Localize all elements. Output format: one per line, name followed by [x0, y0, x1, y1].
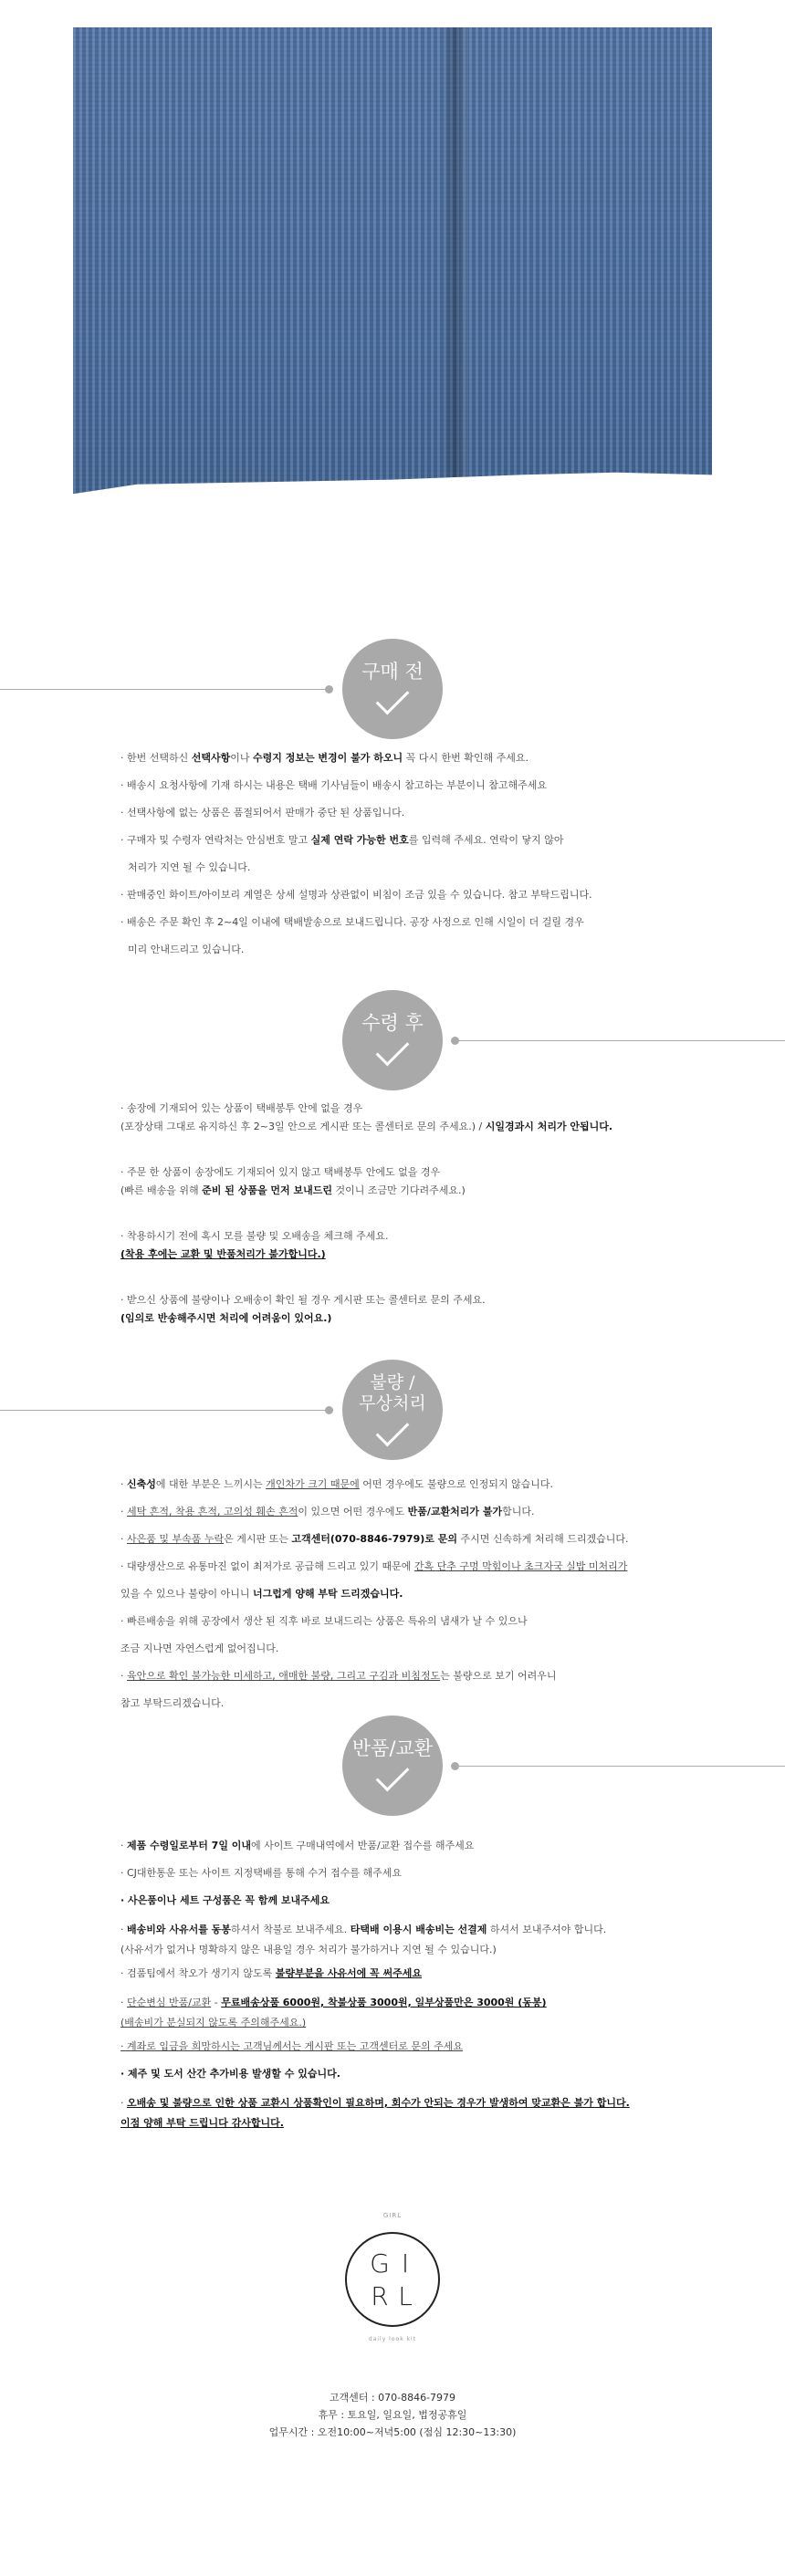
note-line: · 검품팀에서 착오가 생기지 않도록 불량부분을 사유서에 꼭 써주세요: [120, 1967, 423, 1979]
section-title: 구매 전: [361, 661, 424, 683]
note-line: (착용 후에는 교환 및 반품처리가 불가합니다.): [120, 1248, 326, 1260]
divider-dot: [325, 1406, 333, 1414]
before-purchase-notes: [120, 745, 705, 964]
divider-dot: [325, 685, 333, 694]
note-line: · 계좌로 입금을 희망하시는 고객님께서는 게시판 또는 고객센터로 문의 주세요: [120, 2040, 463, 2052]
note-line: · 신축성에 대한 부분은 느끼시는 개인차가 크기 때문에 어떤 경우에도 불량으로 인정되지 않습니다.: [120, 1478, 554, 1490]
logo-letter: I: [401, 2247, 410, 2279]
note-line: · 육안으로 확인 불가능한 미세하고, 애매한 불량, 그리고 구김과 비침정도는 불량으로 보기 어려우니: [120, 1670, 557, 1682]
note-line: 이점 양해 부탁 드립니다 감사합니다.: [120, 2117, 284, 2129]
photo-bottom-edge: [73, 465, 712, 513]
note-line: (사유서가 없거나 명확하지 않은 내용일 경우 처리가 불가하거나 지연 될 수 있습니다.): [120, 1944, 497, 1955]
contact-phone: 고객센터 : 070-8846-7979: [329, 2392, 456, 2404]
defect-notes: [120, 1471, 705, 1717]
note-line: · 주문 한 상품이 송장에도 기재되어 있지 않고 택배봉투 안에도 없을 경우: [120, 1166, 441, 1178]
note-line: (빠른 배송을 위해 준비 된 상품을 먼저 보내드린 것이니 조금만 기다려주세요.): [120, 1184, 466, 1196]
section-title: 수령 후: [361, 1012, 424, 1034]
note-line: · 제품 수령일로부터 7일 이내에 사이트 구매내역에서 반품/교환 접수를 해주세요: [120, 1840, 475, 1851]
contact-holiday: 휴무 : 토요일, 일요일, 법정공휴일: [318, 2409, 467, 2421]
logo-tagline: daily look kit: [368, 2336, 417, 2342]
note-line: · 송장에 기재되어 있는 상품이 택배봉투 안에 없을 경우: [120, 1102, 363, 1114]
logo-letter: G: [370, 2247, 390, 2279]
note-line: · 제주 및 도서 산간 추가비용 발생할 수 있습니다.: [120, 2068, 340, 2080]
note-line: (배송비가 분실되지 않도록 주의해주세요.): [120, 2017, 307, 2028]
note-line: · 판매중인 화이트/아이보리 계열은 상세 설명과 상관없이 비침이 조금 있을 수 있습니다. 참고 부탁드립니다.: [120, 889, 592, 901]
check-icon: [376, 1033, 410, 1067]
note-line: (포장상태 그대로 유지하신 후 2~3일 안으로 게시판 또는 콜센터로 문의 주세요.) / 시일경과시 처리가 안됩니다.: [120, 1121, 613, 1132]
note-line: 처리가 지연 될 수 있습니다.: [128, 861, 251, 873]
note-line: 미리 안내드리고 있습니다.: [128, 944, 245, 955]
note-line: · 착용하시기 전에 혹시 모를 불량 및 오배송을 체크해 주세요.: [120, 1230, 389, 1242]
note-line: · 구매자 및 수령자 연락처는 안심번호 말고 실제 연락 가능한 번호를 입력해 주세요. 연락이 닿지 않아: [120, 834, 564, 846]
logo-ring: [345, 2232, 440, 2327]
note-line: · 배송비와 사유서를 동봉하셔서 착불로 보내주세요. 타택배 이용시 배송비는 선결제 하셔서 보내주셔야 합니다.: [120, 1924, 607, 1935]
check-icon: [376, 682, 410, 715]
note-line: · 오배송 및 불량으로 인한 상품 교환시 상품확인이 필요하며, 회수가 안되는 경우가 발생하여 맞교환은 불가 합니다.: [120, 2097, 630, 2109]
section-header-after-receipt: [0, 990, 785, 1090]
check-icon: [376, 1413, 410, 1447]
contact-hours: 업무시간 : 오전10:00~저녁5:00 (점심 12:30~13:30): [268, 2426, 517, 2438]
note-line: · 한번 선택하신 선택사항이나 수령지 정보는 변경이 불가 하오니 꼭 다시 한번 확인해 주세요.: [120, 752, 529, 764]
note-line: · 빠른배송을 위해 공장에서 생산 된 직후 바로 보내드리는 상품은 특유의 냄새가 날 수 있으나: [120, 1615, 528, 1627]
note-line: · 대량생산으로 유통마진 없이 최저가로 공급해 드리고 있기 때문에 간혹 단추 구멍 막힘이나 초크자국 실밥 미처리가: [120, 1560, 628, 1572]
note-line: (임의로 반송해주시면 처리에 어려움이 있어요.): [120, 1312, 332, 1324]
note-line: · 단순변심 반품/교환 - 무료배송상품 6000원, 착불상품 3000원, 일부상품만은 3000원 (동봉): [120, 1997, 547, 2008]
after-receipt-notes: [120, 1100, 705, 1328]
note-line: · 사은품 및 부속품 누락은 게시판 또는 고객센터(070-8846-7979)로 문의 주시면 신속하게 처리해 드리겠습니다.: [120, 1533, 629, 1545]
note-line: 있을 수 있으나 불량이 아니니 너그럽게 양해 부탁 드리겠습니다.: [120, 1588, 403, 1600]
section-badge: [342, 990, 443, 1090]
section-header-return-exchange: [0, 1716, 785, 1816]
note-line: · 세탁 흔적, 착용 흔적, 고의성 훼손 흔적이 있으면 어떤 경우에도 반품/교환처리가 불가합니다.: [120, 1506, 535, 1517]
section-title: 불량 / 무상처리: [359, 1372, 426, 1413]
note-line: · 배송시 요청사항에 기재 하시는 내용은 택배 기사님들이 배송시 참고하는 부분이니 참고해주세요: [120, 779, 547, 791]
note-line: · CJ대한통운 또는 사이트 지정택배를 통해 수거 접수를 해주세요: [120, 1867, 403, 1879]
note-line: · 배송은 주문 확인 후 2~4일 이내에 택배발송으로 보내드립니다. 공장 사정으로 인해 시일이 더 걸릴 경우: [120, 916, 584, 928]
section-title: 반품/교환: [351, 1737, 434, 1759]
section-badge: [342, 1716, 443, 1816]
note-line: · 받으신 상품에 불량이나 오배송이 확인 될 경우 게시판 또는 콜센터로 문의 주세요.: [120, 1294, 486, 1306]
divider-line: [0, 689, 327, 690]
section-badge: [342, 1360, 443, 1460]
section-badge: [342, 639, 443, 739]
note-line: · 사은품이나 세트 구성품은 꼭 함께 보내주세요: [120, 1894, 330, 1906]
product-photo-knit-detail: [73, 27, 712, 513]
brand-logo: [0, 2212, 785, 2342]
note-line: 조금 지나면 자연스럽게 없어집니다.: [120, 1643, 279, 1654]
knit-fold-shadow: [443, 27, 468, 513]
divider-line: [0, 1410, 327, 1411]
note-line: · 선택사항에 없는 상품은 품절되어서 판매가 중단 된 상품입니다.: [120, 807, 405, 819]
logo-caption: GIRL: [382, 2212, 403, 2219]
logo-letter: R: [371, 2280, 389, 2311]
check-icon: [376, 1758, 410, 1792]
divider-line: [456, 1766, 785, 1767]
section-header-before-purchase: [0, 639, 785, 739]
logo-letter: L: [398, 2280, 413, 2311]
section-header-defect: [0, 1360, 785, 1460]
customer-center-info: [0, 2389, 785, 2441]
note-line: 참고 부탁드리겠습니다.: [120, 1697, 225, 1709]
return-exchange-notes: [120, 1832, 705, 2133]
divider-line: [456, 1040, 785, 1041]
